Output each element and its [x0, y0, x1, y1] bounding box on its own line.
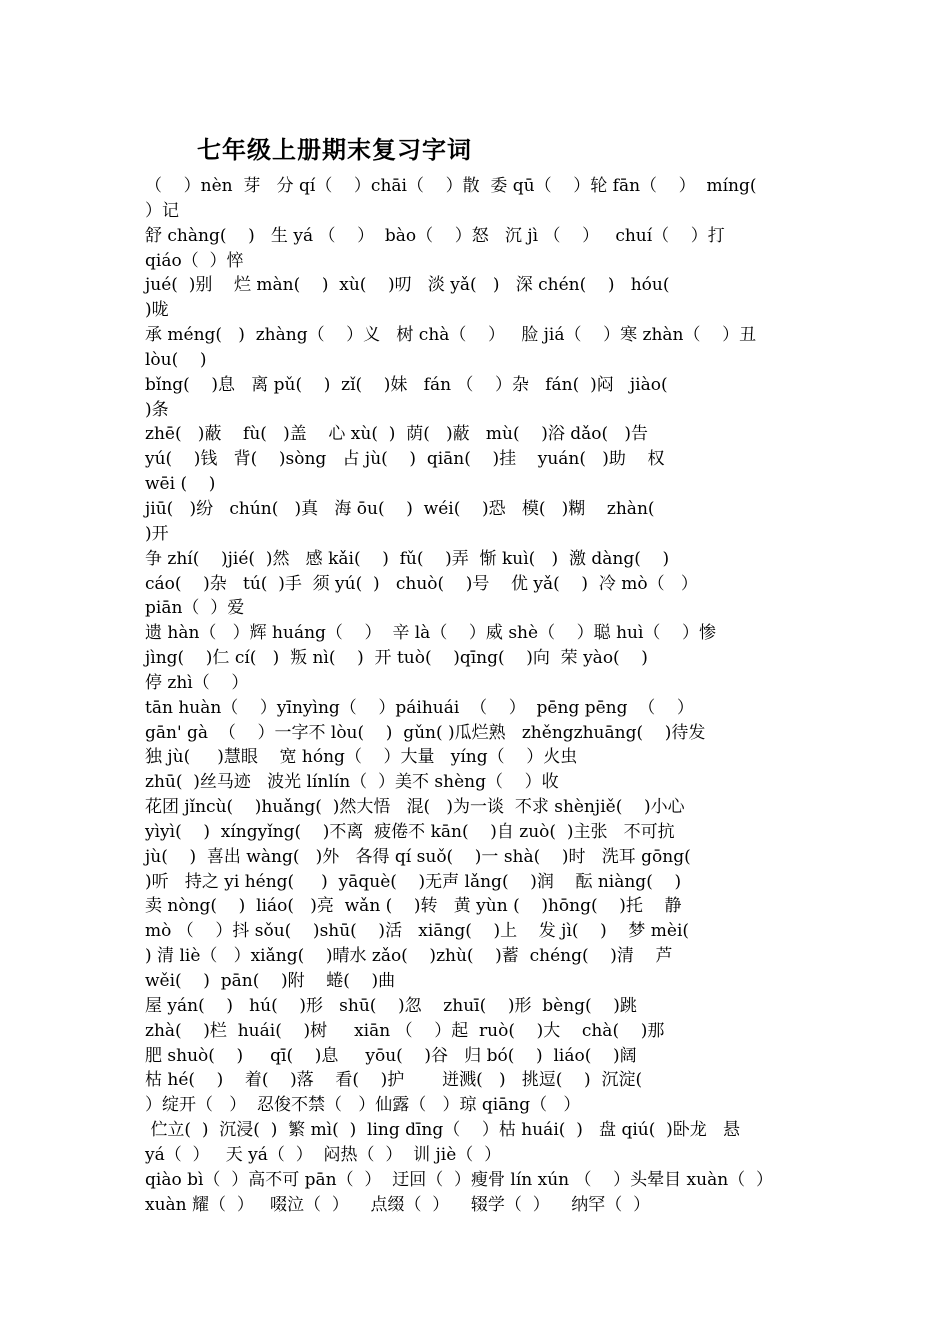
exercise-line: zhū( )丝马迹 波光 línlín（ ）美不 shèng（ ）收: [145, 772, 559, 793]
exercise-line: zhà( )栏 huái( )树 xiān （ ）起 ruò( )大 chà( )那: [145, 1020, 665, 1041]
vocabulary-exercise-list: [145, 174, 807, 1217]
exercise-line: yú( )钱 背( )sòng 占 jù( ) qiān( )挂 yuán( )助 权: [145, 449, 665, 470]
exercise-line: 屋 yán( ) hú( )形 shū( )忽 zhuī( )形 bèng( )跳: [145, 995, 637, 1016]
exercise-line: jù( ) 喜出 wàng( )外 各得 qí suǒ( )一 shà( )时 洗耳 gōng(: [145, 846, 691, 867]
exercise-line: wēi ( ): [145, 474, 216, 495]
exercise-line: 争 zhí( )jié( )然 感 kǎi( ) fǔ( )弄 惭 kuì( ) 激 dàng( ): [145, 548, 670, 569]
exercise-line: 枯 hé( ) 着( )落 看( )护 迸溅( ) 挑逗( ) 沉淀(: [145, 1070, 643, 1091]
exercise-line: 花团 jǐncù( )huǎng( )然大悟 混( )为一谈 不求 shènjiě( )小心: [145, 797, 685, 818]
exercise-line: bǐng( )息 离 pǔ( ) zǐ( )妹 fán （ ）杂 fán( )闷 jiào(: [145, 374, 668, 395]
exercise-line: zhē( )蔽 fù( )盖 心 xù( ) 荫( )蔽 mù( )浴 dǎo( )告: [145, 424, 648, 445]
exercise-line: jiū( )纷 chún( )真 海 ōu( ) wéi( )恐 模( )糊 zhàn(: [145, 498, 655, 519]
exercise-line: 停 zhì（ ）: [145, 672, 249, 693]
exercise-line: ）记: [145, 200, 179, 221]
document-page: [145, 130, 807, 1217]
exercise-line: cáo( )杂 tú( )手 须 yú( ) chuò( )号 优 yǎ( ) 冷 mò（ ）: [145, 573, 698, 594]
exercise-line: ）绽开（ ） 忍俊不禁（ ）仙露（ ）琼 qiāng（ ）: [145, 1095, 581, 1116]
exercise-line: yìyì( ) xíngyǐng( )不离 疲倦不 kān( )自 zuò( )主张 不可抗: [145, 821, 675, 842]
document-title: 七年级上册期末复习字词: [197, 136, 472, 164]
exercise-line: （ ）nèn 芽 分 qí（ ）chāi（ ）散 委 qū（ ）轮 fān（ ） míng(: [145, 176, 757, 196]
exercise-line: piān（ ）爱: [145, 598, 245, 619]
exercise-line: )咙: [145, 300, 169, 321]
exercise-line: 独 jù( )慧眼 宽 hóng（ ）大量 yíng（ ）火虫: [145, 747, 578, 768]
exercise-line: 遗 hàn（ ）辉 huáng（ ） 辛 là（ ）威 shè（ ）聪 huì（ ）惨: [145, 623, 717, 644]
exercise-line: jué( )别 烂 màn( ) xù( )叨 淡 yǎ( ) 深 chén( ) hóu(: [145, 275, 670, 296]
exercise-line: yá（ ） 天 yá（ ） 闷热（ ） 训 jiè（ ）: [145, 1144, 502, 1165]
exercise-line: tān huàn（ ）yīnyìng（ ）páihuái （ ） pēng pēng （ ）: [145, 697, 694, 718]
exercise-line: 卖 nòng( ) liáo( )亮 wǎn ( )转 黄 yùn ( )hōng( )托 静: [145, 896, 682, 917]
exercise-line: lòu( ): [145, 349, 207, 370]
exercise-line: jìng( )仁 cí( ) 叛 nì( ) 开 tuò( )qīng( )向 荣 yào( ): [145, 648, 648, 669]
exercise-line: )开: [145, 523, 169, 544]
exercise-line: gān' gà （ ）一字不 lòu( ) gǔn( )瓜烂熟 zhěngzhuāng( )待发: [145, 722, 706, 743]
exercise-line: 舒 chàng( ) 生 yá （ ） bào（ ）怒 沉 jì （ ） chuí（ ）打: [145, 225, 725, 246]
exercise-line: wěi( ) pān( )附 蜷( )曲: [145, 971, 396, 991]
exercise-line: )条: [145, 399, 169, 420]
exercise-line: 伫立( ) 沉浸( ) 繁 mì( ) ling dīng（ ）枯 huái( ) 盘 qiú( )卧龙 悬: [145, 1120, 740, 1141]
exercise-line: mò （ ）抖 sǒu( )shū( )活 xiāng( )上 发 jì( ) 梦 mèi(: [145, 921, 690, 942]
exercise-line: qiáo（ ）悴: [145, 250, 244, 271]
exercise-line: 承 méng( ) zhàng（ ）义 树 chà（ ） 脸 jiá（ ）寒 zhàn（ ）丑: [145, 325, 757, 346]
exercise-line: )听 持之 yi héng( ) yāquè( )无声 lǎng( )润 酝 niàng( ): [145, 871, 682, 892]
exercise-line: ) 清 liè（ ）xiǎng( )晴水 zǎo( )zhù( )蓄 chéng( )清 芦: [145, 946, 673, 967]
exercise-line: 肥 shuò( ) qī( )息 yōu( )谷 归 bó( ) liáo( )阔: [145, 1045, 637, 1066]
exercise-line: xuàn 耀（ ） 啜泣（ ） 点缀（ ） 辍学（ ） 纳罕（ ）: [145, 1194, 651, 1215]
exercise-line: qiào bì（ ）高不可 pān（ ） 迂回（ ）瘦骨 lín xún （ ）头晕目 xuàn（ ）: [145, 1169, 773, 1190]
